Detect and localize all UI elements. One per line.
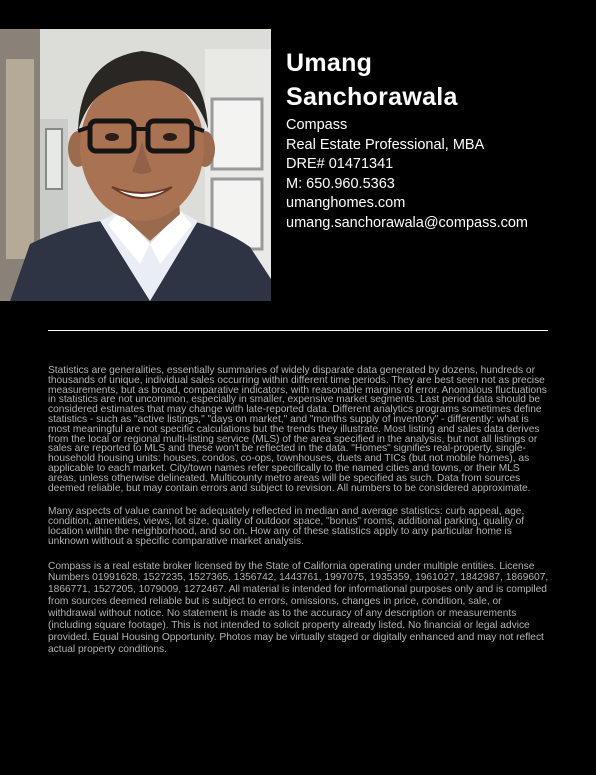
agent-name	[286, 46, 586, 114]
agent-last-name: Sanchorawala	[286, 83, 458, 111]
agent-company: Compass	[286, 117, 348, 133]
disclaimer-section	[48, 366, 550, 670]
agent-email-link[interactable]: umang.sanchorawala@compass.com	[286, 214, 528, 231]
agent-portrait-image	[0, 29, 271, 301]
disclaimer-value-paragraph: Many aspects of value cannot be adequately reflected in median and average statistics: curb appeal, age, condition, amenities, views, lot size, quality of outdoor space, "bonus" rooms, additional parking, quality of location within the neighborhood, and so on. How any of these statistics apply to any particular home is unknown without a specific comparative market analysis.	[48, 506, 525, 547]
agent-website-link[interactable]: umanghomes.com	[286, 195, 406, 212]
agent-first-name: Umang	[286, 49, 373, 77]
agent-contact-block	[286, 46, 586, 234]
divider-line	[48, 330, 548, 331]
agent-mobile-phone[interactable]: M: 650.960.5363	[286, 175, 395, 192]
disclaimer-license-paragraph: Compass is a real estate broker licensed by the State of California operating under multiple entities. License Numbers 01991628, 1527235, 1527365, 1356742, 1443761, 1997075, 1935359, 1961027, 1842987, 1869607, 1866771, 1527205, 1079009, 1272467. All material is intended for informational purposes only and is compiled from sources deemed reliable but is subject to errors, omissions, changes in price, condition, sale, or withdrawal without notice. No statement is made as to the accuracy of any description or measurements (including square footage). This is not intended to solicit property already listed. No financial or legal advice provided. Equal Housing Opportunity. Photos may be virtually staged or digitally enhanced and may not reflect actual property conditions.	[48, 560, 549, 655]
agent-title: Real Estate Professional, MBA	[286, 136, 485, 153]
agent-photo	[0, 29, 271, 301]
agent-dre-number: DRE# 01471341	[286, 156, 394, 173]
disclaimer-statistics-paragraph: Statistics are generalities, essentially summaries of widely disparate data generated by dozens, hundreds or thousands of unique, individual sales occurring within different time periods. They are best seen not as precise measurements, but as broad, comparative indicators, with reasonable margins of error. Anomalous fluctuations in statistics are not uncommon, especially in smaller, expensive market segments. Last period data should be considered estimates that may change with late-reported data. Different analytics programs sometimes define statistics - such as "active listings," "days on market," and "months supply of inventory" - differently: what is most meaningful are not specific calculations but the trends they illustrate. Most listing and sales data derives from the local or regional multi-listing service (MLS) of the area specified in the analysis, but not all listings or sales are reported to MLS and these won't be reflected in the data. "Homes" signifies real-property, single-household housing units: houses, condos, co-ops, townhouses, duets and TICs (but not mobile homes), as applicable to each market. City/town names refer specifically to the named cities and towns, or their MLS areas, unless otherwise delineated. Multicounty metro areas will be specified as such. Data from sources deemed reliable, but may contain errors and subject to revision. All numbers to be considered approximate.	[48, 365, 547, 494]
